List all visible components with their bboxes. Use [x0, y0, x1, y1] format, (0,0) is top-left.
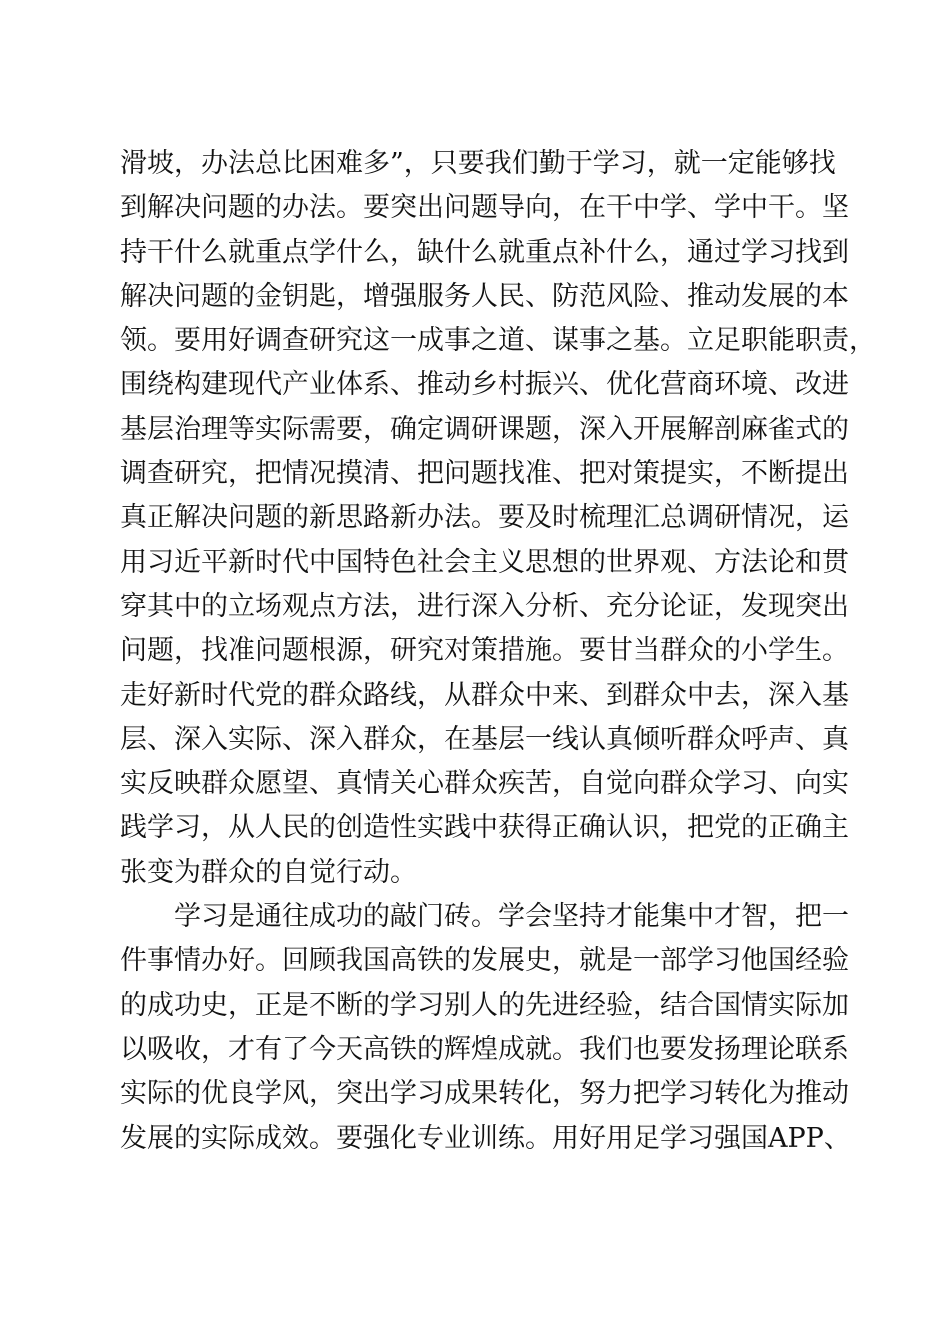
text-line: 领。要用好调查研究这一成事之道、谋事之基。立足职能职责， [120, 325, 876, 357]
text-line: 持干什么就重点学什么，缺什么就重点补什么，通过学习找到 [120, 236, 849, 268]
text-line: 滑坡，办法总比困难多”，只要我们勤于学习，就一定能够找 [120, 148, 836, 179]
text-line: 以吸收，才有了今天高铁的辉煌成就。我们也要发扬理论联系 [120, 1033, 849, 1065]
text-line: 的成功史，正是不断的学习别人的先进经验，结合国情实际加 [120, 989, 849, 1021]
text-line: 穿其中的立场观点方法，进行深入分析、充分论证，发现突出 [120, 590, 849, 622]
paragraph-2 [120, 895, 851, 1161]
text-line: 到解决问题的办法。要突出问题导向，在干中学、学中干。坚 [120, 192, 849, 224]
text-line: 实反映群众愿望、真情关心群众疾苦，自觉向群众学习、向实 [120, 768, 849, 800]
text-line: 解决问题的金钥匙，增强服务人民、防范风险、推动发展的本 [120, 280, 849, 312]
body-text [120, 142, 876, 1161]
text-line: 用习近平新时代中国特色社会主义思想的世界观、方法论和贯 [120, 546, 849, 578]
text-line: 学习是通往成功的敲门砖。学会坚持才能集中才智，把一 [174, 901, 849, 933]
paragraph-1 [120, 142, 876, 895]
text-line: 张变为群众的自觉行动。 [120, 856, 417, 888]
text-line: 基层治理等实际需要，确定调研课题，深入开展解剖麻雀式的 [120, 413, 849, 445]
text-line: 围绕构建现代产业体系、推动乡村振兴、优化营商环境、改进 [120, 369, 849, 401]
text-line: 发展的实际成效。要强化专业训练。用好用足学习强国APP、 [120, 1122, 851, 1154]
text-line: 真正解决问题的新思路新办法。要及时梳理汇总调研情况，运 [120, 502, 849, 534]
text-line: 件事情办好。回顾我国高铁的发展史，就是一部学习他国经验 [120, 945, 849, 977]
text-line: 调查研究，把情况摸清、把问题找准、把对策提实，不断提出 [120, 458, 849, 490]
text-line: 问题，找准问题根源，研究对策措施。要甘当群众的小学生。 [120, 635, 849, 667]
text-line: 实际的优良学风，突出学习成果转化，努力把学习转化为推动 [120, 1078, 849, 1110]
text-line: 走好新时代党的群众路线，从群众中来、到群众中去，深入基 [120, 679, 849, 711]
text-line: 践学习，从人民的创造性实践中获得正确认识，把党的正确主 [120, 812, 849, 844]
text-line: 层、深入实际、深入群众，在基层一线认真倾听群众呼声、真 [120, 723, 849, 755]
